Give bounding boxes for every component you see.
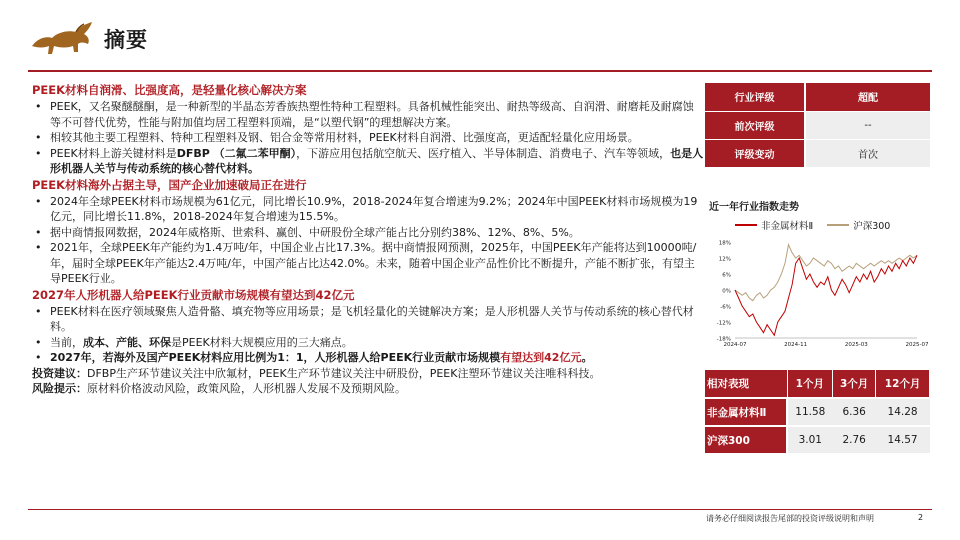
legend-label: 非金属材料Ⅱ bbox=[761, 221, 814, 232]
risk-text: 原材料价格波动风险，政策风险，人形机器人发展不及预期风险。 bbox=[87, 382, 406, 395]
header-divider bbox=[28, 70, 932, 72]
bullet-1-3 bbox=[32, 146, 704, 177]
legend-label: 沪深300 bbox=[853, 221, 891, 232]
y-tick-label: -6% bbox=[720, 304, 731, 311]
rating-value: -- bbox=[805, 111, 930, 139]
table-row bbox=[705, 111, 930, 139]
index-trend-chart bbox=[705, 194, 933, 354]
row-label: 沪深300 bbox=[705, 426, 787, 454]
investment-text: DFBP生产环节建议关注中欣氟材，PEEK生产环节建议关注中研股份，PEEK注塑环节建议关注唯科科技。 bbox=[87, 366, 601, 380]
investment-advice bbox=[32, 366, 704, 382]
bullet-text: 当前， bbox=[50, 335, 83, 349]
bull-logo-icon bbox=[28, 16, 98, 60]
y-tick-label: 6% bbox=[722, 272, 731, 279]
table-row bbox=[705, 139, 930, 167]
chart-plot bbox=[705, 234, 933, 354]
page-number: 2 bbox=[918, 513, 924, 522]
table-row bbox=[705, 83, 930, 111]
x-tick-label: 2025-03 bbox=[844, 342, 868, 348]
table-cell: 6.36 bbox=[833, 398, 876, 426]
section-title-1: PEEK材料自润滑、比强度高，是轻量化核心解决方案 bbox=[32, 83, 307, 97]
table-row bbox=[705, 398, 930, 426]
chart-legend bbox=[735, 218, 890, 232]
footer-disclaimer: 请务必仔细阅读报告尾部的投资评级说明和声明 bbox=[706, 514, 874, 523]
table-cell: 14.28 bbox=[876, 398, 930, 426]
risk-warning bbox=[32, 381, 704, 397]
legend-item bbox=[735, 218, 813, 232]
bold-text: 2027年，若海外及国产PEEK材料应用比例为1：1，人形机器人给PEEK行业贡献市场规模 bbox=[50, 351, 501, 364]
y-tick-label: -12% bbox=[716, 320, 731, 327]
rating-table bbox=[705, 83, 930, 168]
bold-text: 也是人形机器人关节与传动系统的核心替代材料。 bbox=[50, 146, 704, 175]
bold-text: 成本、产能、环保 bbox=[83, 335, 171, 349]
rating-value: 超配 bbox=[805, 83, 930, 111]
bullet-1-2: • 相较其他主要工程塑料、特种工程塑料及钢、铝合金等常用材料，PEEK材料自润滑、比强度高，更适配轻量化应用场景。 bbox=[32, 130, 704, 146]
table-cell: 3.01 bbox=[787, 426, 833, 454]
page-header bbox=[0, 0, 960, 78]
table-header: 12个月 bbox=[876, 370, 930, 398]
rating-value: 首次 bbox=[805, 139, 930, 167]
y-tick-label: 12% bbox=[718, 256, 731, 263]
rating-label: 行业评级 bbox=[705, 83, 805, 111]
bullet-2-2: • 据中商情报网数据，2024年威格斯、世索科、赢创、中研股份全球产能占比分别约38%、12%、8%、5%。 bbox=[32, 225, 704, 241]
bullet-text: ，下游应用包括航空航天、医疗植入、半导体制造、消费电子、汽车等领域， bbox=[296, 146, 671, 160]
section-title-2: PEEK材料海外占据主导，国产企业加速破局正在进行 bbox=[32, 177, 307, 192]
bullet-2-1: • 2024年全球PEEK材料市场规模为61亿元，同比增长10.9%，2018-2024年复合增速为9.2%；2024年中国PEEK材料市场规模为19亿元，同比增长11.8%，2018-2024年复合增速为15.5%。 bbox=[32, 194, 704, 225]
bullet-3-1: • PEEK材料在医疗领域聚焦人造骨骼、填充物等应用场景；是飞机轻量化的关键解决方案；是人形机器人关节与传动系统的核心替代材料。 bbox=[32, 304, 704, 335]
legend-swatch bbox=[827, 224, 849, 226]
table-header: 1个月 bbox=[787, 370, 833, 398]
chart-title: 近一年行业指数走势 bbox=[709, 202, 799, 213]
legend-item bbox=[827, 218, 890, 232]
summary-body bbox=[32, 82, 704, 397]
bullet-3-3 bbox=[32, 350, 704, 366]
table-row bbox=[705, 426, 930, 454]
table-cell: 11.58 bbox=[787, 398, 833, 426]
footer-divider bbox=[28, 509, 932, 510]
table-header-row bbox=[705, 370, 930, 398]
section-title-3: 2027年人形机器人给PEEK行业贡献市场规模有望达到42亿元 bbox=[32, 287, 355, 302]
row-label: 非金属材料Ⅱ bbox=[705, 398, 787, 426]
performance-table bbox=[705, 370, 930, 455]
bullet-2-3: • 2021年，全球PEEK年产能约为1.4万吨/年，中国企业占比17.3%。据中商情报网预测，2025年，中国PEEK年产能将达到10000吨/年，届时全球PEEK年产能达2.4万吨/年，中国产能占比达42.0%。未来，随着中国企业产品性价比不断提升，产能不断扩张，有望主导PEEK行业。 bbox=[32, 240, 704, 287]
series-line-2 bbox=[735, 245, 917, 301]
y-tick-label: 0% bbox=[722, 288, 731, 295]
y-tick-label: 18% bbox=[718, 240, 731, 247]
page-title: 摘要 bbox=[104, 28, 148, 52]
bullet-text: 是PEEK材料大规模应用的三大痛点。 bbox=[171, 335, 353, 349]
bullet-3-2 bbox=[32, 335, 704, 351]
x-tick-label: 2024-11 bbox=[784, 342, 808, 348]
bullet-1-1: • PEEK，又名聚醚醚酮，是一种新型的半晶态芳香族热塑性特种工程塑料。具备机械性能突出、耐热等级高、自润滑、耐磨耗及耐腐蚀等不可替代优势，性能与附加值均居工程塑料顶端，是“以塑代钢”的理想解决方案。 bbox=[32, 99, 704, 130]
bold-text: 。 bbox=[581, 351, 593, 364]
y-tick-label: -18% bbox=[716, 336, 731, 343]
rating-label: 评级变动 bbox=[705, 139, 805, 167]
table-header: 3个月 bbox=[833, 370, 876, 398]
table-cell: 14.57 bbox=[876, 426, 930, 454]
investment-label: 投资建议： bbox=[32, 366, 87, 380]
legend-swatch bbox=[735, 224, 757, 226]
rating-label: 前次评级 bbox=[705, 111, 805, 139]
bold-text: DFBP （二氟二苯甲酮） bbox=[176, 146, 297, 160]
x-tick-label: 2025-07 bbox=[905, 342, 929, 348]
risk-label: 风险提示： bbox=[32, 382, 87, 395]
table-cell: 2.76 bbox=[833, 426, 876, 454]
highlight-text: 有望达到42亿元 bbox=[500, 351, 582, 364]
table-header: 相对表现 bbox=[705, 370, 787, 398]
x-tick-label: 2024-07 bbox=[723, 342, 747, 348]
bullet-text: PEEK材料上游关键材料是 bbox=[50, 146, 177, 160]
